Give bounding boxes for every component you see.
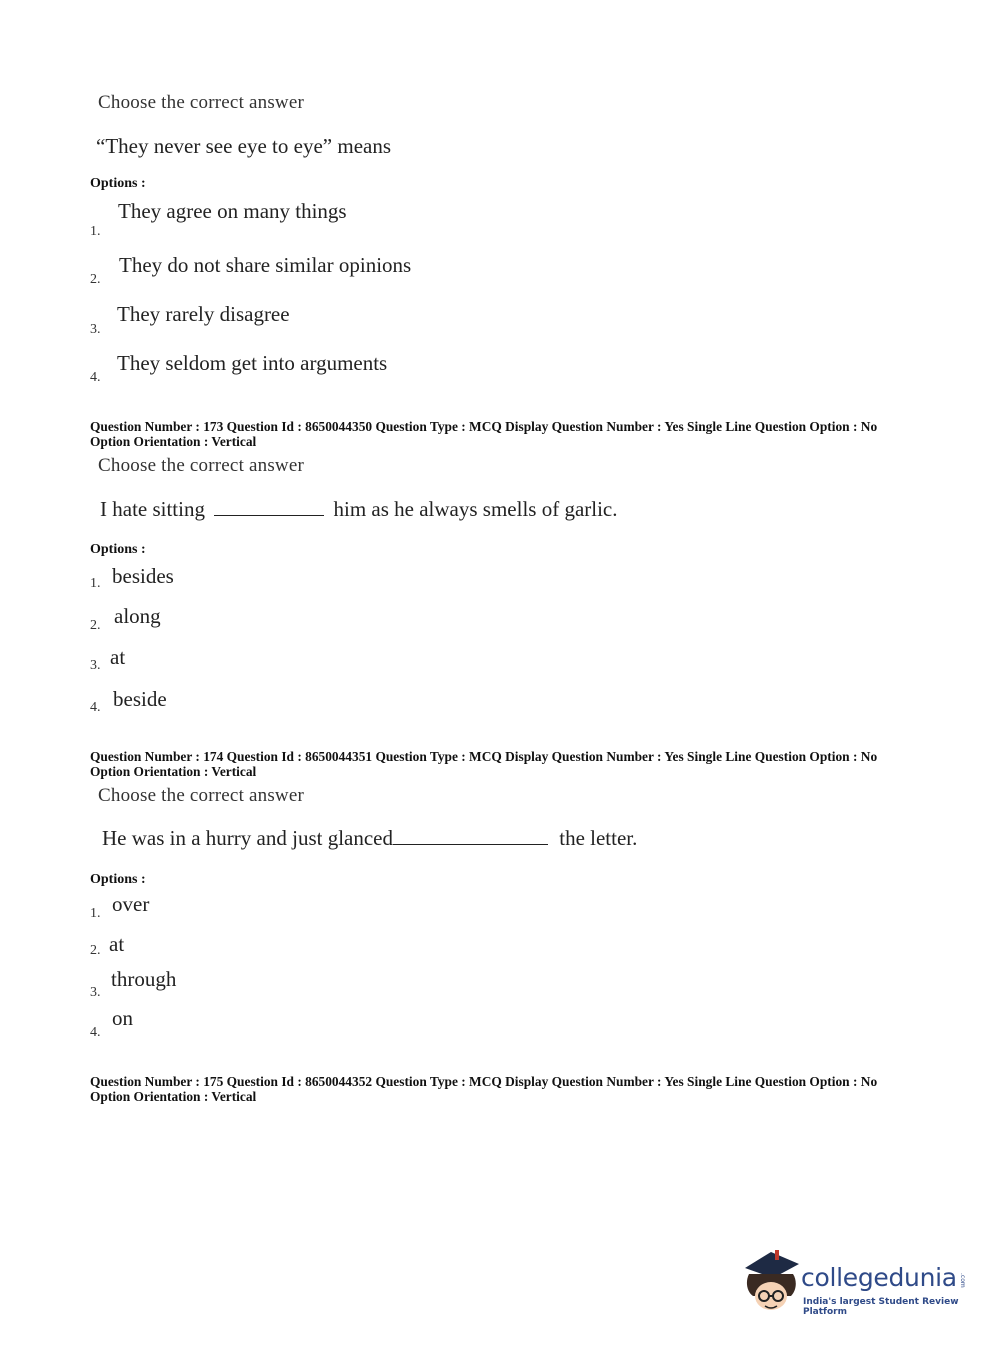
q2-options-label: Options : bbox=[90, 542, 146, 557]
q2-stem bbox=[100, 497, 618, 522]
q1-option-1: They agree on many things bbox=[118, 199, 347, 223]
q1-option-3: They rarely disagree bbox=[117, 302, 290, 326]
logo-wordmark: collegedunia bbox=[801, 1263, 957, 1292]
q2-blank bbox=[214, 514, 324, 516]
q3-options-label: Options : bbox=[90, 872, 146, 887]
q1-option-1-number: 1. bbox=[90, 224, 101, 239]
q4-meta: Question Number : 175 Question Id : 8650044352 Question Type : MCQ Display Question Number : Yes Single Line Question Option : No Option Orientation : Vertical bbox=[90, 1074, 878, 1104]
q1-option-4: They seldom get into arguments bbox=[117, 351, 388, 375]
q2-stem-before: I hate sitting bbox=[100, 497, 205, 521]
q2-option-3: at bbox=[110, 645, 126, 669]
q2-meta: Question Number : 173 Question Id : 8650044350 Question Type : MCQ Display Question Number : Yes Single Line Question Option : No Option Orientation : Vertical bbox=[90, 419, 878, 449]
q3-stem bbox=[102, 826, 637, 851]
q2-option-1-number: 1. bbox=[90, 576, 101, 591]
mascot-icon bbox=[741, 1248, 803, 1318]
q2-option-4: beside bbox=[113, 687, 167, 711]
q3-option-1-number: 1. bbox=[90, 906, 101, 921]
q2-instruction: Choose the correct answer bbox=[98, 455, 305, 476]
q3-option-2-number: 2. bbox=[90, 943, 101, 958]
q3-option-1: over bbox=[112, 892, 150, 916]
logo-tagline: India's largest Student Review Platform bbox=[803, 1297, 959, 1317]
q3-stem-before: He was in a hurry and just glanced bbox=[102, 826, 393, 850]
q3-stem-after: the letter. bbox=[559, 826, 638, 850]
q1-options-label: Options : bbox=[90, 176, 146, 191]
q2-option-1: besides bbox=[112, 564, 174, 588]
q1-stem: “They never see eye to eye” means bbox=[96, 134, 392, 158]
q2-stem-after: him as he always smells of garlic. bbox=[333, 497, 618, 521]
q1-option-4-number: 4. bbox=[90, 370, 101, 385]
logo-com-suffix: .com bbox=[959, 1273, 966, 1288]
q1-option-2-number: 2. bbox=[90, 272, 101, 287]
q2-option-2-number: 2. bbox=[90, 618, 101, 633]
q1-instruction: Choose the correct answer bbox=[98, 92, 305, 113]
q1-option-3-number: 3. bbox=[90, 322, 101, 337]
collegedunia-logo bbox=[741, 1248, 971, 1318]
q3-option-4-number: 4. bbox=[90, 1025, 101, 1040]
q3-option-2: at bbox=[109, 932, 125, 956]
q3-blank bbox=[393, 843, 548, 845]
q2-option-3-number: 3. bbox=[90, 658, 101, 673]
q2-option-4-number: 4. bbox=[90, 700, 101, 715]
q1-option-2: They do not share similar opinions bbox=[119, 253, 412, 277]
q3-instruction: Choose the correct answer bbox=[98, 785, 305, 806]
q3-option-3: through bbox=[111, 967, 177, 991]
q3-option-3-number: 3. bbox=[90, 985, 101, 1000]
q2-option-2: along bbox=[114, 604, 161, 628]
q3-meta: Question Number : 174 Question Id : 8650044351 Question Type : MCQ Display Question Number : Yes Single Line Question Option : No Option Orientation : Vertical bbox=[90, 749, 878, 779]
q3-option-4: on bbox=[112, 1006, 133, 1030]
